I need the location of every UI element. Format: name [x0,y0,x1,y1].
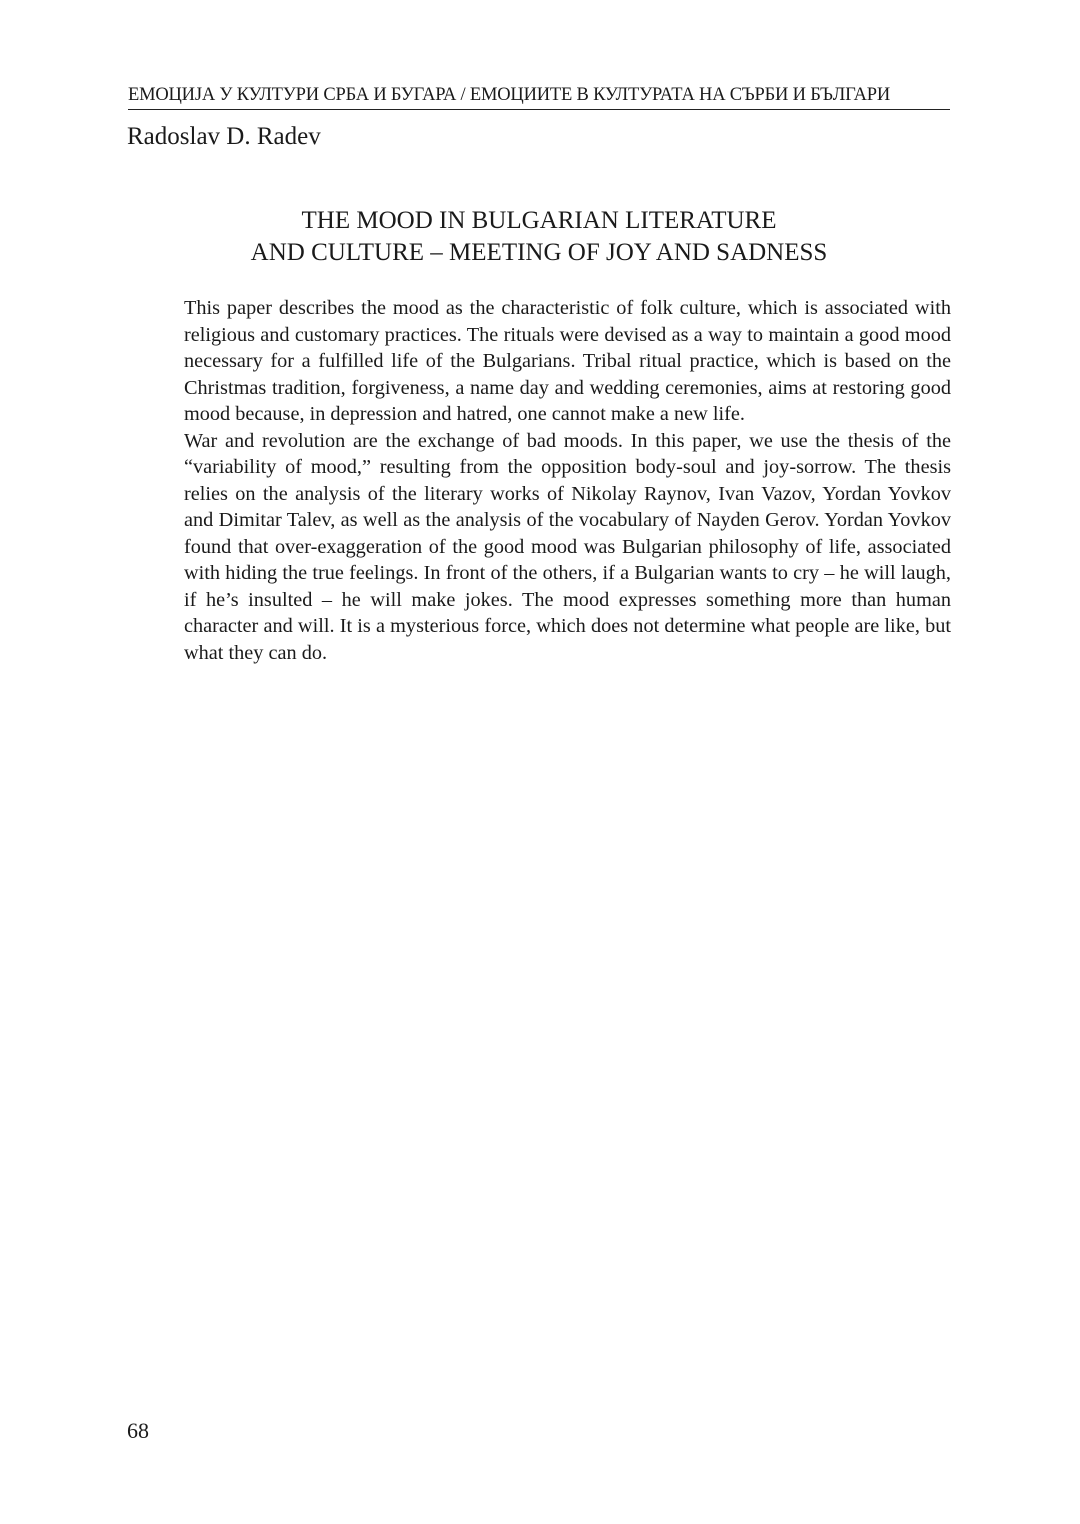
abstract-paragraph-1: This paper describes the mood as the characteristic of folk culture, which is associated with religious and customary practices. The rituals were devised as a way to maintain a good mood necessary for a fulfilled life of the Bulgarians. Tribal ritual practice, which is based on the Christmas tradition, forgiveness, a name day and wedding ceremonies, aims at restoring good mood because, in depression and hatred, one cannot make a new life. [184,297,951,425]
running-header: ЕМОЦИЈА У КУЛТУРИ СРБА И БУГАРА / ЕМОЦИИТЕ В КУЛТУРАТА НА СЪРБИ И БЪЛГАРИ [128,84,950,110]
page-number: 68 [127,1418,149,1443]
author-name: Radoslav D. Radev [127,123,321,150]
article-title-line-2: AND CULTURE – MEETING OF JOY AND SADNESS [250,239,828,266]
article-title [128,205,950,269]
article-title-line-1: THE MOOD IN BULGARIAN LITERATURE [301,207,777,234]
abstract-paragraph-2: War and revolution are the exchange of bad moods. In this paper, we use the thesis of the “variability of mood,” resulting from the opposition body-soul and joy-sorrow. The thesis relies on the analysis of the literary works of Nikolay Raynov, Ivan Vazov, Yordan Yovkov and Dimitar Talev, as well as the analysis of the vocabulary of Nayden Gerov. Yordan Yovkov found that over-exaggeration of the good mood was Bulgarian philosophy of life, associated with hiding the true feelings. In front of the others, if a Bulgarian wants to cry – he will laugh, if he’s insulted – he will make jokes. The mood expresses something more than human character and will. It is a mysterious force, which does not determine what people are like, but what they can do. [184,429,951,664]
abstract [184,295,951,666]
